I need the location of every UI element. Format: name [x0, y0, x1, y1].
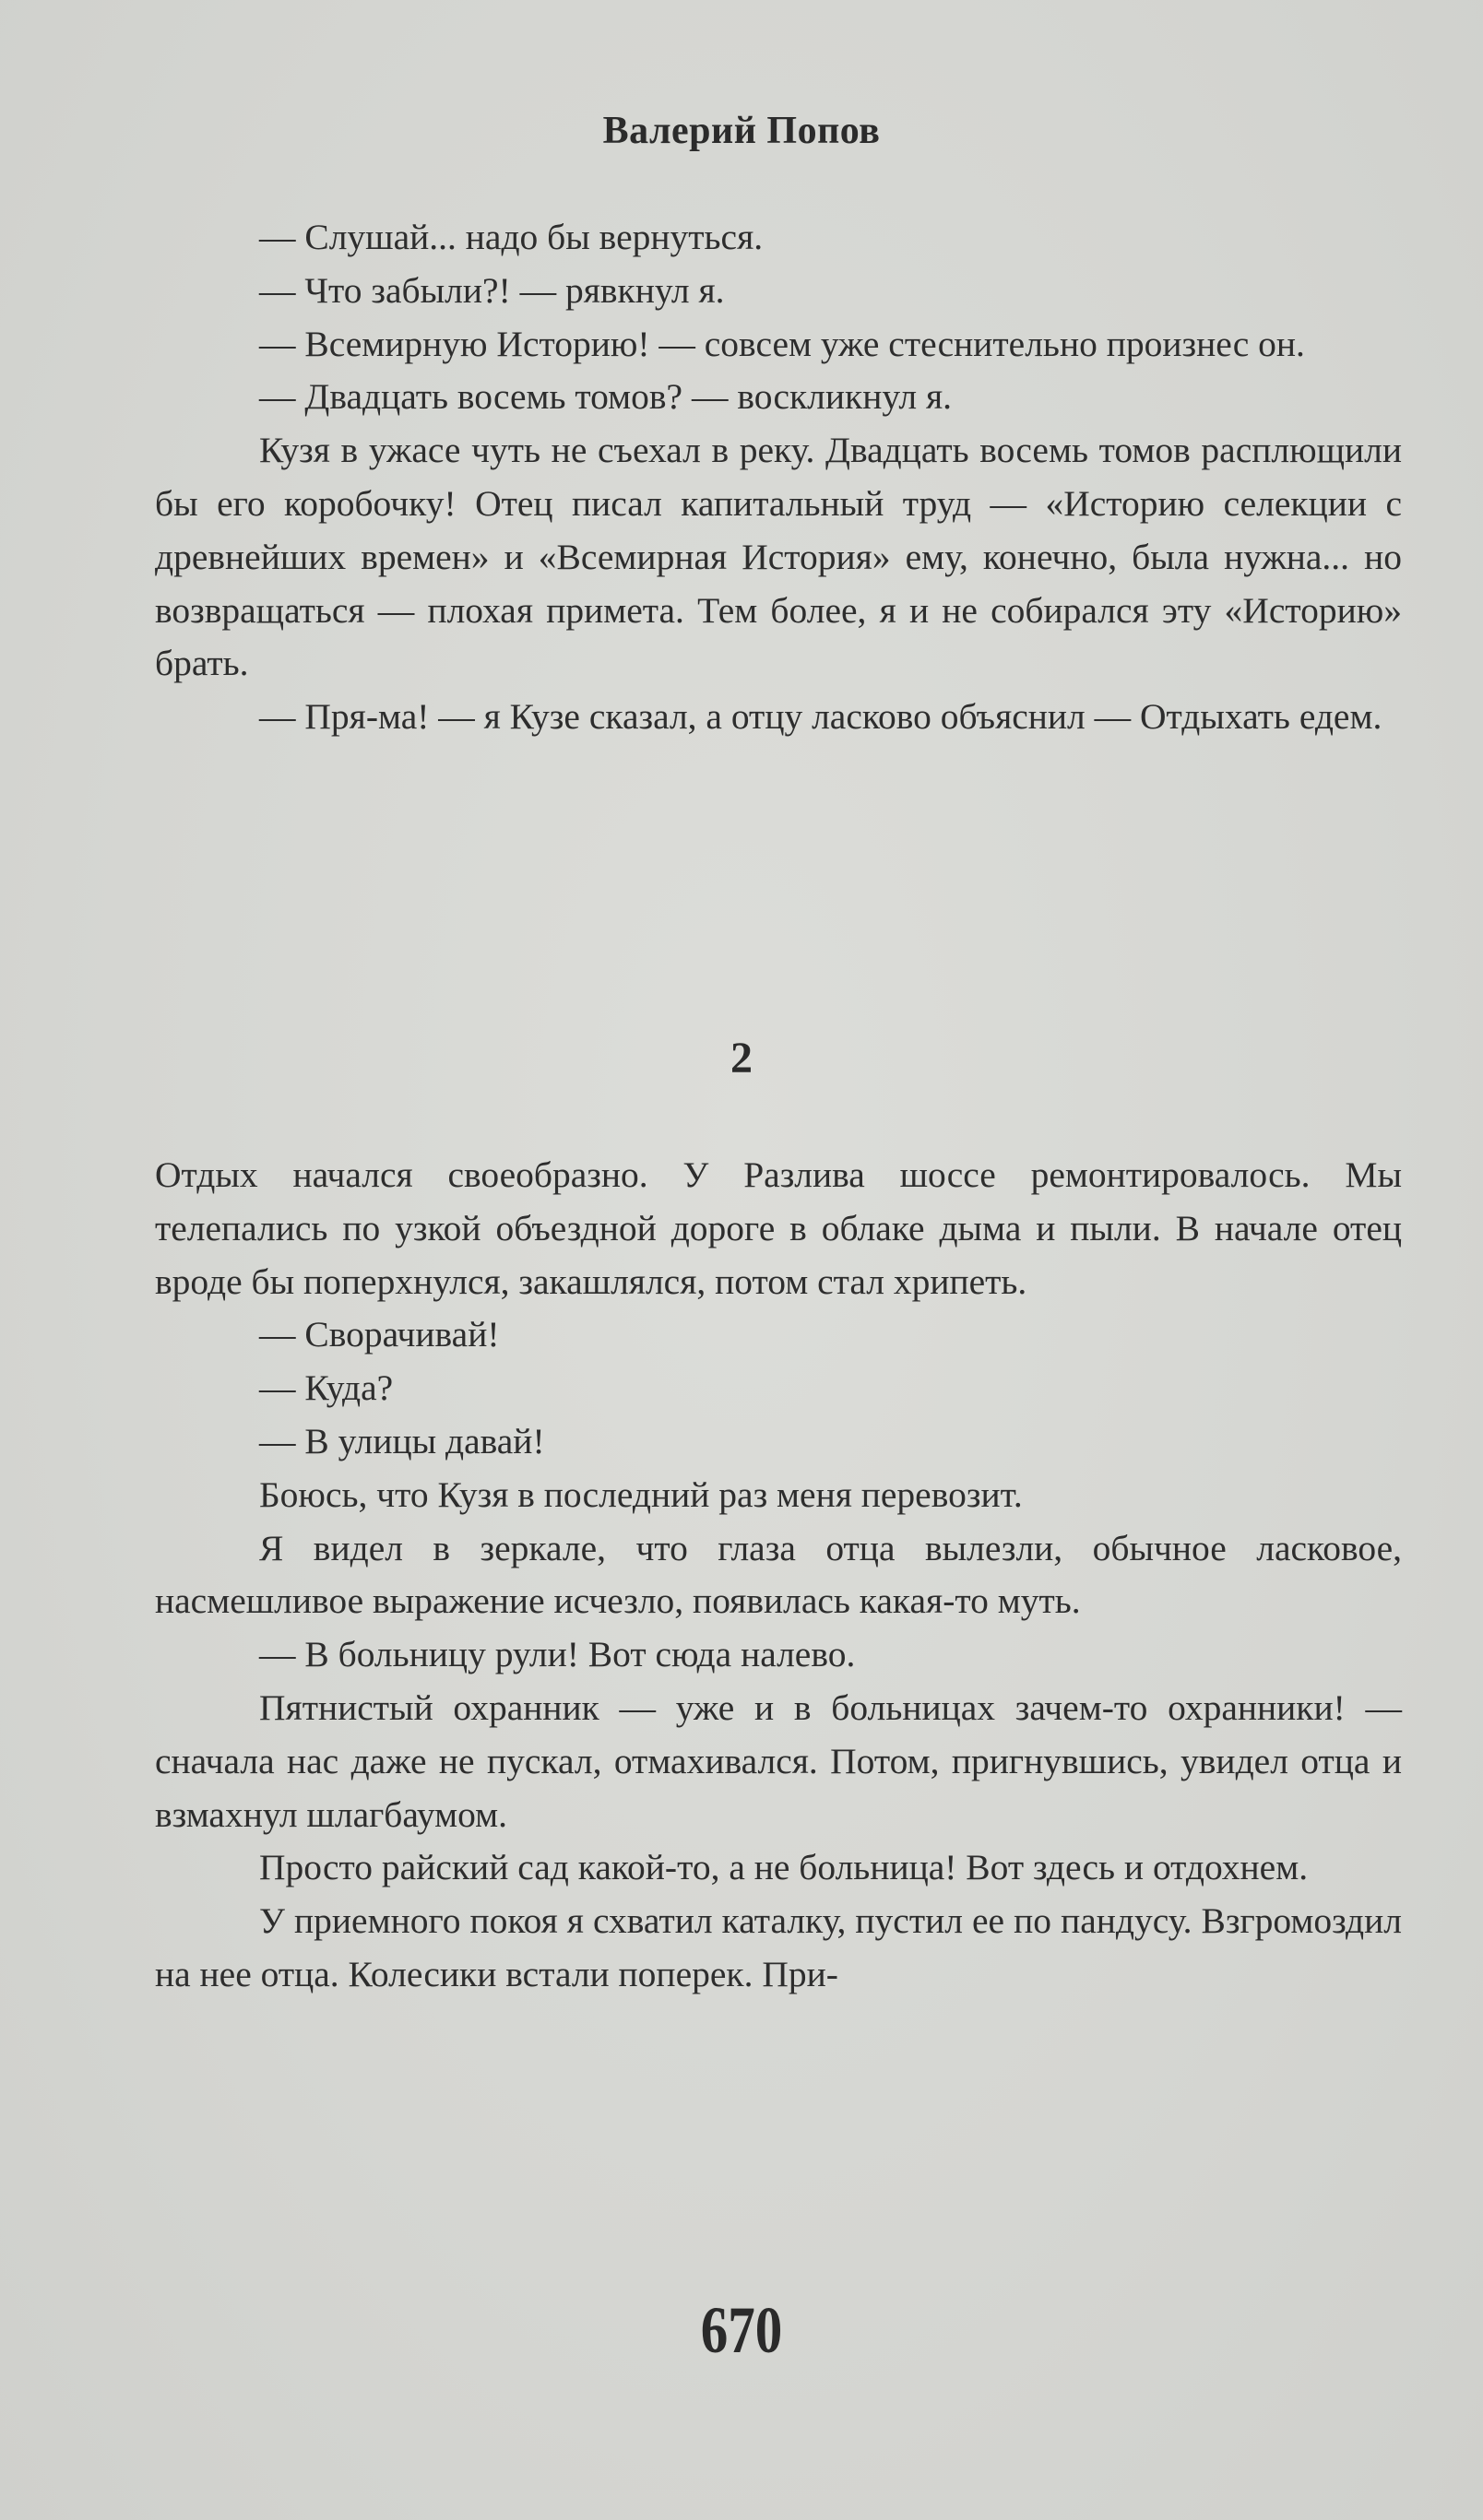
text-section-2	[155, 1149, 1402, 2002]
paragraph: Отдых начался своеобразно. У Разлива шоссе ремонтировалось. Мы телепались по узкой объездной дороге в облаке дыма и пыли. В начале отец вроде бы поперхнулся, закашлялся, потом стал хрипеть.	[155, 1154, 1402, 1302]
paragraph: У приемного покоя я схватил каталку, пустил ее по пандусу. Взгромоздил на нее отца. Колесики встали поперек. При-	[155, 1900, 1402, 1994]
paragraph: — Двадцать восемь томов? — воскликнул я.	[259, 376, 953, 418]
paragraph: — Всемирную Историю! — совсем уже стеснительно произнес он.	[259, 323, 1305, 364]
text-section-1	[155, 211, 1402, 744]
chapter-number: 2	[730, 1034, 753, 1083]
paragraph: — Куда?	[259, 1367, 394, 1409]
running-head: Валерий Попов	[602, 110, 881, 152]
paragraph: — В больницу рули! Вот сюда налево.	[259, 1634, 856, 1675]
paragraph: Боюсь, что Кузя в последний раз меня перевозит.	[259, 1473, 1023, 1515]
paragraph: — Что забыли?! — рявкнул я.	[259, 269, 725, 311]
paragraph: Просто райский сад какой-то, а не больница! Вот здесь и отдохнем.	[259, 1847, 1309, 1888]
paragraph: — В улицы давай!	[259, 1420, 545, 1461]
paragraph: — Слушай... надо бы вернуться.	[259, 217, 764, 257]
page-number: 670	[700, 2293, 783, 2367]
paragraph: Я видел в зеркале, что глаза отца вылезли, обычное ласковое, насмешливое выражение исчезло, появилась какая-то муть.	[155, 1527, 1402, 1622]
paragraph: — Пря-ма! — я Кузе сказал, а отцу ласково объяснил — Отдыхать едем.	[259, 696, 1382, 738]
paragraph: — Сворачивай!	[259, 1314, 500, 1355]
paragraph: Пятнистый охранник — уже и в больницах зачем-то охранники! — сначала нас даже не пускал, отмахивался. Потом, пригнувшись, увидел отца и взмахнул шлагбаумом.	[155, 1686, 1402, 1835]
paragraph: Кузя в ужасе чуть не съехал в реку. Двадцать восемь томов расплющили бы его коробочку! Отец писал капитальный труд — «Историю селекции с древнейших времен» и «Всемирная История» ему, конечно, была нужна... но возвращаться — плохая примета. Тем более, я и не собирался эту «Историю» брать.	[155, 430, 1402, 684]
